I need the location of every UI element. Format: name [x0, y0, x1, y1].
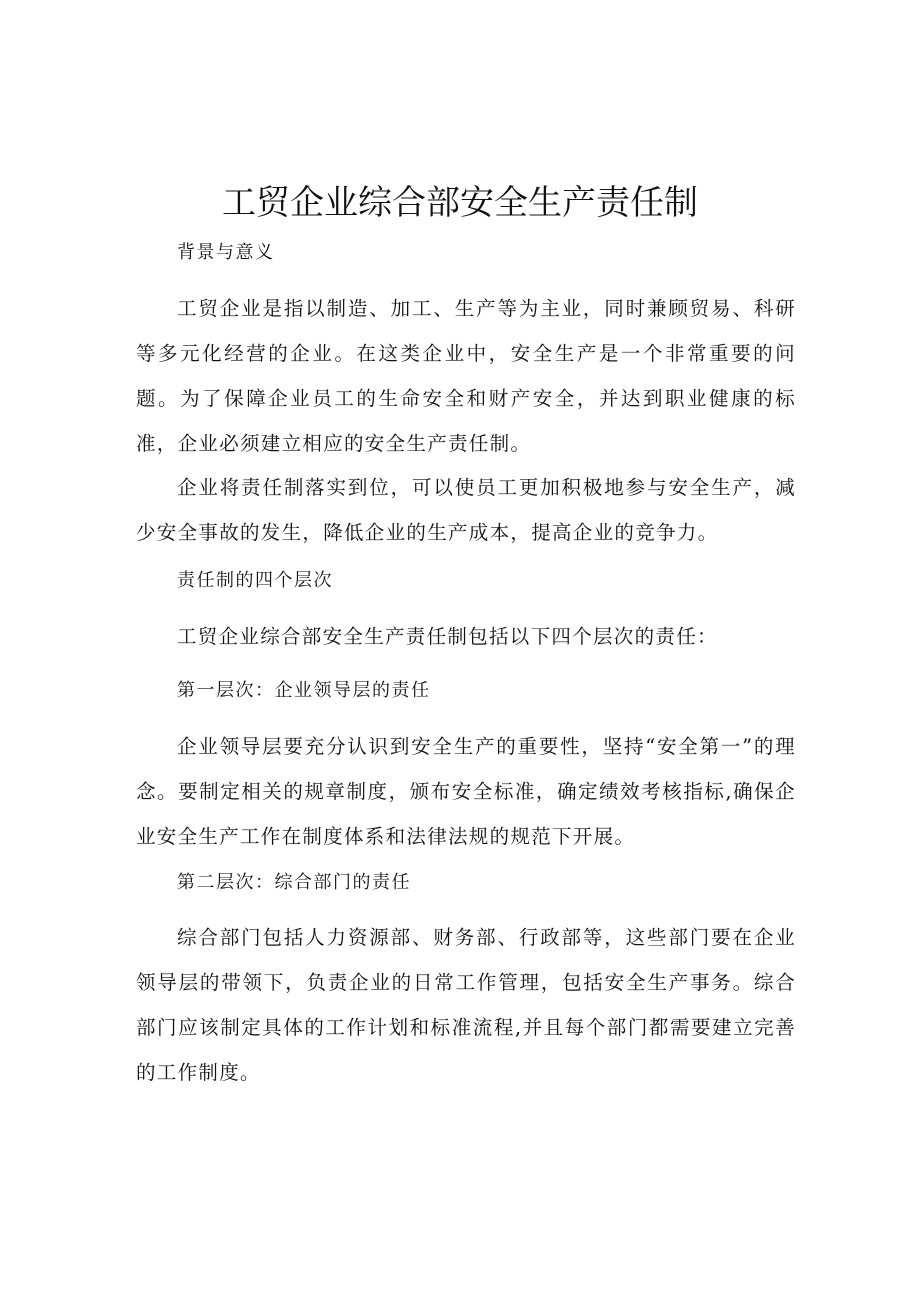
section-heading-background: 背景与意义	[177, 242, 275, 263]
paragraph-levels-intro: 工贸企业综合部安全生产责任制包括以下四个层次的责任：	[177, 625, 718, 648]
section-heading-level-two: 第二层次：综合部门的责任	[177, 872, 411, 893]
section-heading-levels: 责任制的四个层次	[177, 570, 333, 591]
paragraph-benefits: 企业将责任制落实到位，可以使员工更加积极地参与安全生产，减少安全事故的发生，降低企业的生产成本，提高企业的竞争力。	[136, 476, 796, 544]
document-title: 工贸企业综合部安全生产责任制	[222, 183, 698, 223]
paragraph-departments: 综合部门包括人力资源部、财务部、行政部等，这些部门要在企业领导层的带领下，负责企业的日常工作管理，包括安全生产事务。综合部门应该制定具体的工作计划和标准流程,并且每个部门都需要建立完善的工作制度。	[136, 926, 796, 1084]
section-heading-level-one: 第一层次：企业领导层的责任	[177, 680, 431, 701]
paragraph-leadership: 企业领导层要充分认识到安全生产的重要性，坚持“安全第一”的理念。要制定相关的规章制度，颁布安全标准，确定绩效考核指标,确保企业安全生产工作在制度体系和法律法规的规范下开展。	[136, 735, 796, 848]
paragraph-intro: 工贸企业是指以制造、加工、生产等为主业，同时兼顾贸易、科研等多元化经营的企业。在这类企业中，安全生产是一个非常重要的问题。为了保障企业员工的生命安全和财产安全，并达到职业健康的标准，企业必须建立相应的安全生产责任制。	[136, 297, 796, 455]
